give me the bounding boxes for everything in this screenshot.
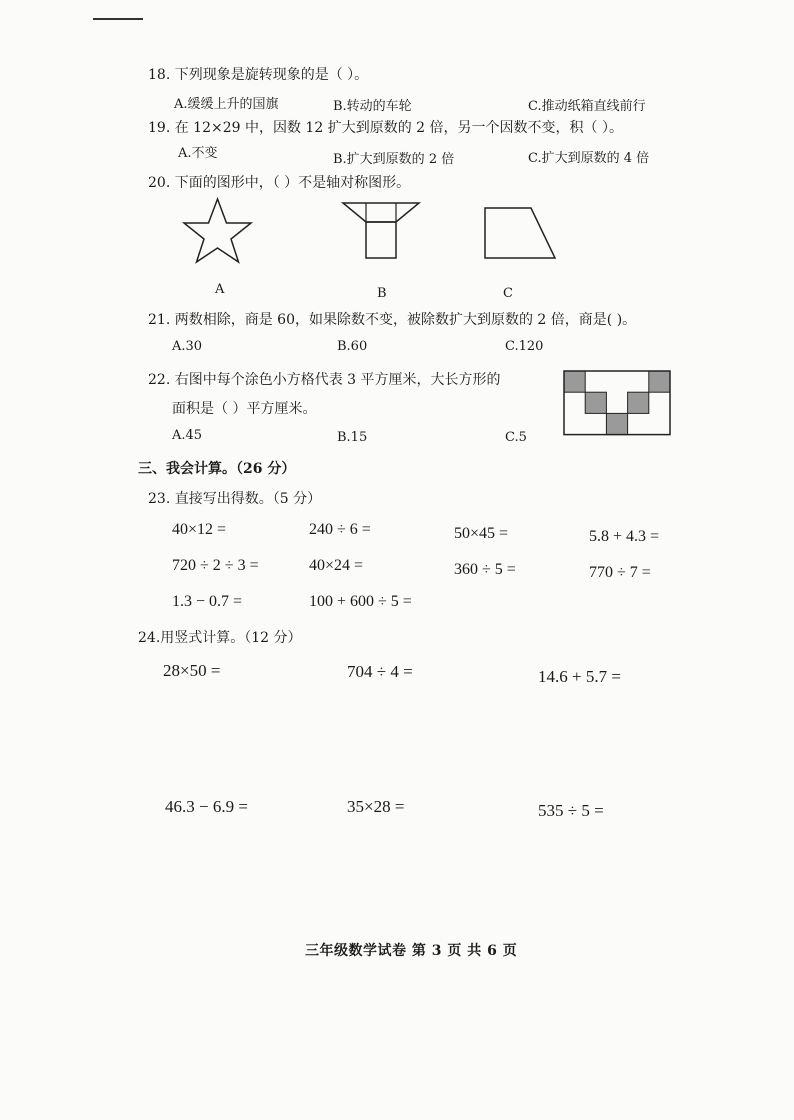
shaded-cell [649, 371, 670, 392]
q24-item-1: 28×50 = [163, 661, 221, 680]
trapezoid-shape [482, 205, 558, 261]
area-grid [562, 369, 674, 451]
shape-label-c: C [503, 286, 513, 301]
q22-option-c: C.5 [505, 430, 527, 445]
q18-option-c: C.推动纸箱直线前行 [528, 99, 646, 114]
q24-item-6: 535 ÷ 5 = [538, 801, 604, 820]
q24-stem: 24.用竖式计算。（12 分） [138, 630, 302, 646]
q23-item-2: 240 ÷ 6 = [309, 521, 371, 538]
shape-label-a: A [215, 282, 225, 297]
q23-item-7: 360 ÷ 5 = [454, 561, 516, 578]
q22-stem-line1: 22. 右图中每个涂色小方格代表 3 平方厘米，大长方形的 [148, 372, 501, 388]
q18-option-a: A.缓缓上升的国旗 [174, 97, 279, 112]
q22-stem-line2: 面积是（ ）平方厘米。 [172, 401, 317, 417]
q24-item-5: 35×28 = [347, 797, 405, 816]
top-rule [93, 18, 143, 20]
q23-item-3: 50×45 = [454, 525, 509, 542]
q22-option-a: A.45 [172, 428, 203, 443]
q19-option-b: B.扩大到原数的 2 倍 [333, 152, 455, 167]
t-shape [340, 200, 422, 262]
q18-stem: 18. 下列现象是旋转现象的是（ ）。 [148, 67, 369, 83]
q23-item-6: 40×24 = [309, 557, 364, 574]
q23-item-8: 770 ÷ 7 = [589, 564, 651, 581]
q19-stem: 19. 在 12×29 中，因数 12 扩大到原数的 2 倍，另一个因数不变，积（ ）。 [148, 120, 623, 136]
shaded-cell [606, 413, 627, 434]
q18-option-b: B.转动的车轮 [333, 99, 412, 114]
q24-item-3: 14.6 + 5.7 = [538, 667, 621, 686]
q23-stem: 23. 直接写出得数。（5 分） [148, 491, 322, 507]
q23-item-9: 1.3 − 0.7 = [172, 593, 243, 610]
shape-label-b: B [377, 286, 387, 301]
q24-item-4: 46.3 − 6.9 = [165, 797, 248, 816]
q19-option-c: C.扩大到原数的 4 倍 [528, 151, 650, 166]
section-title: 三、我会计算。（26 分） [138, 461, 296, 477]
q23-item-5: 720 ÷ 2 ÷ 3 = [172, 557, 259, 574]
q19-option-a: A.不变 [178, 146, 218, 161]
q21-stem: 21. 两数相除，商是 60，如果除数不变，被除数扩大到原数的 2 倍，商是( )。 [148, 312, 637, 328]
shaded-cell [585, 392, 606, 413]
q20-stem: 20. 下面的图形中，（ ）不是轴对称图形。 [148, 175, 411, 191]
shaded-cell [628, 392, 649, 413]
shaded-cell [564, 371, 585, 392]
star-shape [180, 196, 255, 264]
q23-item-4: 5.8 + 4.3 = [589, 528, 660, 545]
q23-item-10: 100 + 600 ÷ 5 = [309, 593, 412, 610]
q21-option-b: B.60 [337, 339, 368, 354]
q21-option-c: C.120 [505, 339, 544, 354]
q24-item-2: 704 ÷ 4 = [347, 662, 413, 681]
q22-option-b: B.15 [337, 430, 368, 445]
page-footer: 三年级数学试卷 第 3 页 共 6 页 [305, 943, 518, 959]
q21-option-a: A.30 [172, 339, 203, 354]
q23-item-1: 40×12 = [172, 521, 227, 538]
